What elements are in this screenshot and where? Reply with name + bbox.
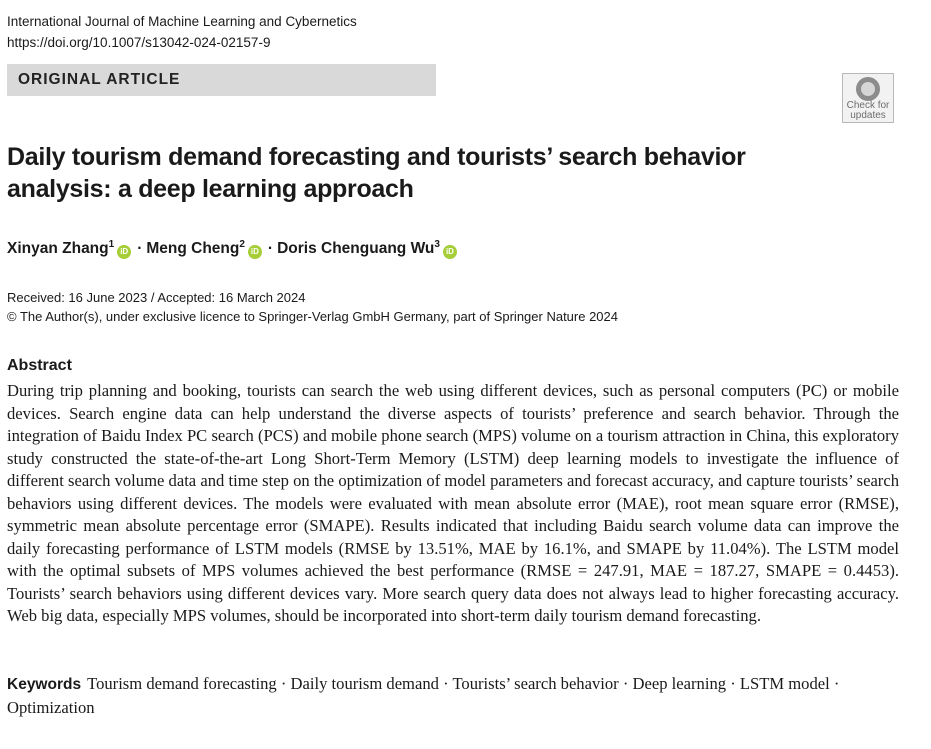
journal-header xyxy=(7,11,357,53)
copyright-notice: © The Author(s), under exclusive licence to Springer-Verlag GmbH Germany, part of Springer Nature 2024 xyxy=(7,309,618,324)
publication-dates xyxy=(7,288,618,326)
check-for-updates-icon xyxy=(856,77,880,101)
author-affiliation: 2 xyxy=(239,239,245,250)
keywords-text: Tourism demand forecasting · Daily tourism demand · Tourists’ search behavior · Deep learning · LSTM model · Optimization xyxy=(7,674,840,717)
check-for-updates-label: Check for updates xyxy=(846,100,890,121)
article-type-banner xyxy=(7,64,436,96)
author-list xyxy=(7,234,459,260)
author-separator: · xyxy=(137,240,143,257)
keywords-label: Keywords xyxy=(7,676,82,693)
abstract-text: During trip planning and booking, tourists can search the web using different devices, such as personal computers (PC) or mobile devices. Search engine data can help understand the diverse aspects of tourists’ preference and search behavior. Through the integration of Baidu Index PC search (PCS) and mobile phone search (MPS) volume on a tourism attraction in China, this exploratory study constructed the state-of-the-art Long Short-Term Memory (LSTM) deep learning models to investigate the influence of different search volume data and time step on the optimization of model parameters and forecast accuracy, and capture tourists’ search behaviors using different devices. The models were evaluated with mean absolute error (MAE), root mean square error (RMSE), symmetric mean absolute percentage error (SMAPE). Results indicated that including Baidu search volume data can improve the daily forecasting performance of LSTM models (RMSE by 13.51%, MAE by 16.1%, and SMAPE by 11.04%). The LSTM model with the optimal subsets of MPS volumes achieved the best performance (RMSE = 247.91, MAE = 187.27, SMAPE = 0.4453). Tourists’ search behaviors using different devices vary. More search query data does not always lead to higher forecasting accuracy. Web big data, especially MPS volumes, should be incorporated into short-term daily tourism demand forecasting. xyxy=(7,381,899,625)
author-name[interactable]: Doris Chenguang Wu xyxy=(277,240,435,257)
author-affiliation: 1 xyxy=(108,239,115,250)
journal-name: International Journal of Machine Learning and Cybernetics xyxy=(7,14,357,29)
orcid-icon[interactable]: iD xyxy=(117,245,131,259)
keywords-section xyxy=(7,673,867,719)
received-accepted-dates: Received: 16 June 2023 / Accepted: 16 March 2024 xyxy=(7,290,306,305)
check-for-updates-badge[interactable] xyxy=(842,73,894,123)
author-name[interactable]: Meng Cheng xyxy=(146,240,240,257)
article-type-label: ORIGINAL ARTICLE xyxy=(18,71,181,88)
abstract-heading: Abstract xyxy=(7,357,72,374)
author-separator: · xyxy=(267,240,274,257)
orcid-icon[interactable]: iD xyxy=(248,245,262,259)
author-name[interactable]: Xinyan Zhang xyxy=(7,240,109,257)
article-title: Daily tourism demand forecasting and tourists’ search behavior analysis: a deep learning approach xyxy=(7,143,746,203)
doi-link[interactable]: https://doi.org/10.1007/s13042-024-02157-9 xyxy=(7,35,271,50)
orcid-icon[interactable]: iD xyxy=(443,245,457,259)
author-affiliation: 3 xyxy=(434,239,440,250)
